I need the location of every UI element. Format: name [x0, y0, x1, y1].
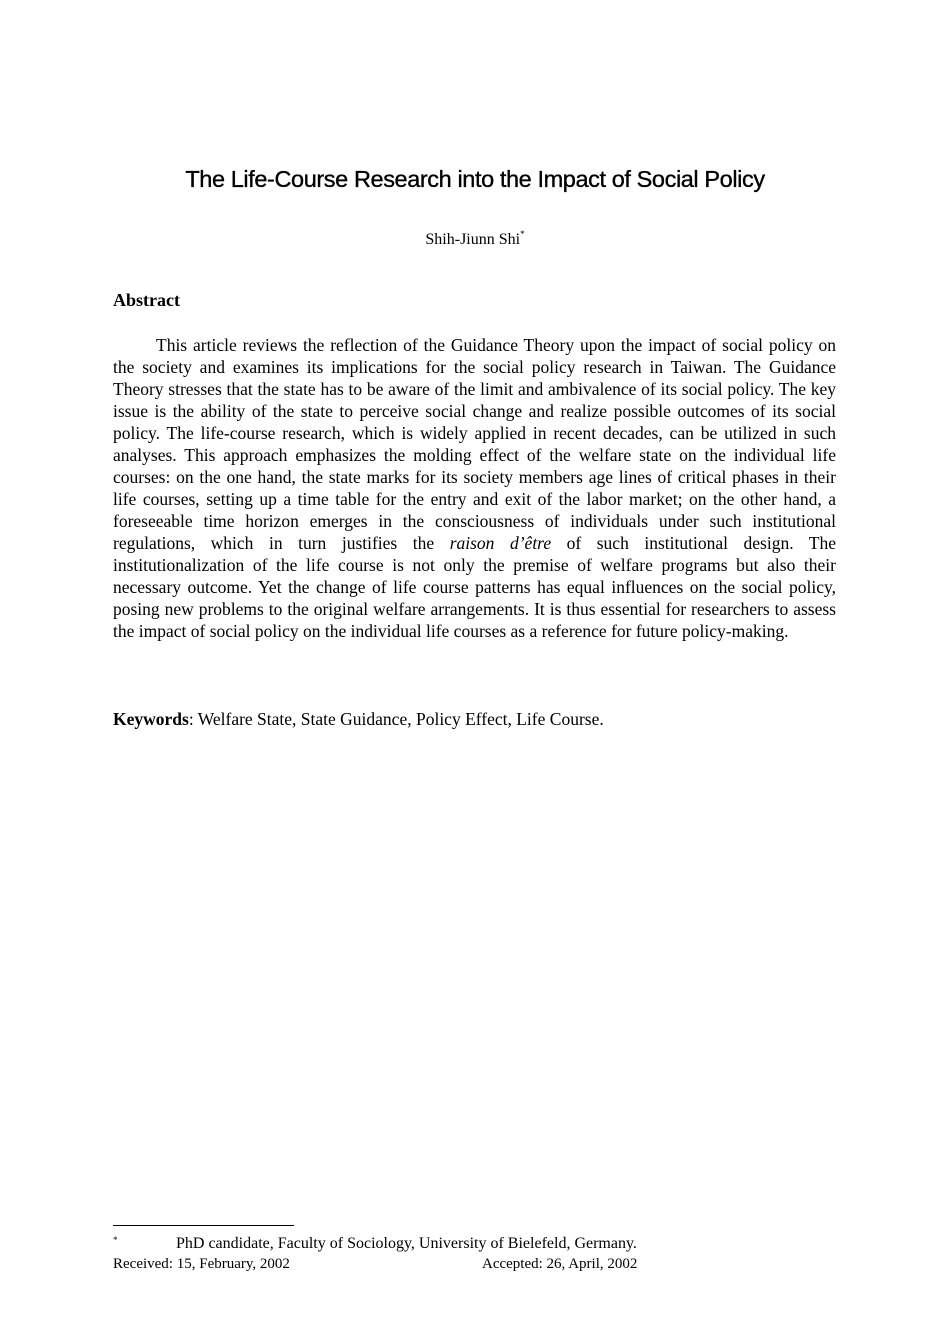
keywords-values: Welfare State, State Guidance, Policy Effect, Life Course. — [197, 709, 604, 729]
footnote-text: PhD candidate, Faculty of Sociology, University of Bielefeld, Germany. — [176, 1235, 637, 1252]
keywords-label: Keywords — [113, 709, 189, 729]
footnote-mark: * — [113, 1235, 118, 1245]
abstract-text-part-1: This article reviews the reflection of the Guidance Theory upon the impact of social policy on the society and examines its implications for the social policy research in Taiwan. The Guidance Theory stresses that the state has to be aware of the limit and ambivalence of its social policy. The key issue is the ability of the state to perceive social change and realize possible outcomes of its social policy. The life-course research, which is widely applied in recent decades, can be utilized in such analyses. This approach emphasizes the molding effect of the welfare state on the individual life courses: on the one hand, the state marks for its society members age lines of critical phases in their life courses, setting up a time table for the entry and exit of the labor market; on the other hand, a foreseeable time horizon emerges in the consciousness of individuals under such institutional regulations, which in turn justifies the — [113, 335, 836, 553]
abstract-body — [113, 334, 836, 642]
author-name: Shih-Jiunn Shi — [425, 231, 521, 248]
keywords-separator: : — [188, 709, 198, 729]
footnote-separator-rule — [113, 1225, 294, 1226]
author-line — [0, 229, 950, 251]
received-date: Received: 15, February, 2002 — [113, 1256, 290, 1272]
abstract-heading: Abstract — [113, 290, 180, 310]
paper-title: The Life-Course Research into the Impact of Social Policy — [185, 166, 765, 192]
abstract-text-part-2: of such institutional design. The institutionalization of the life course is not only the premise of welfare programs but also their necessary outcome. Yet the change of life course patterns has equal influences on the social policy, posing new problems to the original welfare arrangements. It is thus essential for researchers to assess the impact of social policy on the individual life courses as a reference for future policy-making. — [113, 533, 836, 641]
author-footnote-mark: * — [520, 229, 525, 239]
accepted-date: Accepted: 26, April, 2002 — [482, 1256, 638, 1272]
abstract-italic-phrase: raison d’être — [449, 533, 552, 553]
keywords-line — [113, 708, 836, 730]
